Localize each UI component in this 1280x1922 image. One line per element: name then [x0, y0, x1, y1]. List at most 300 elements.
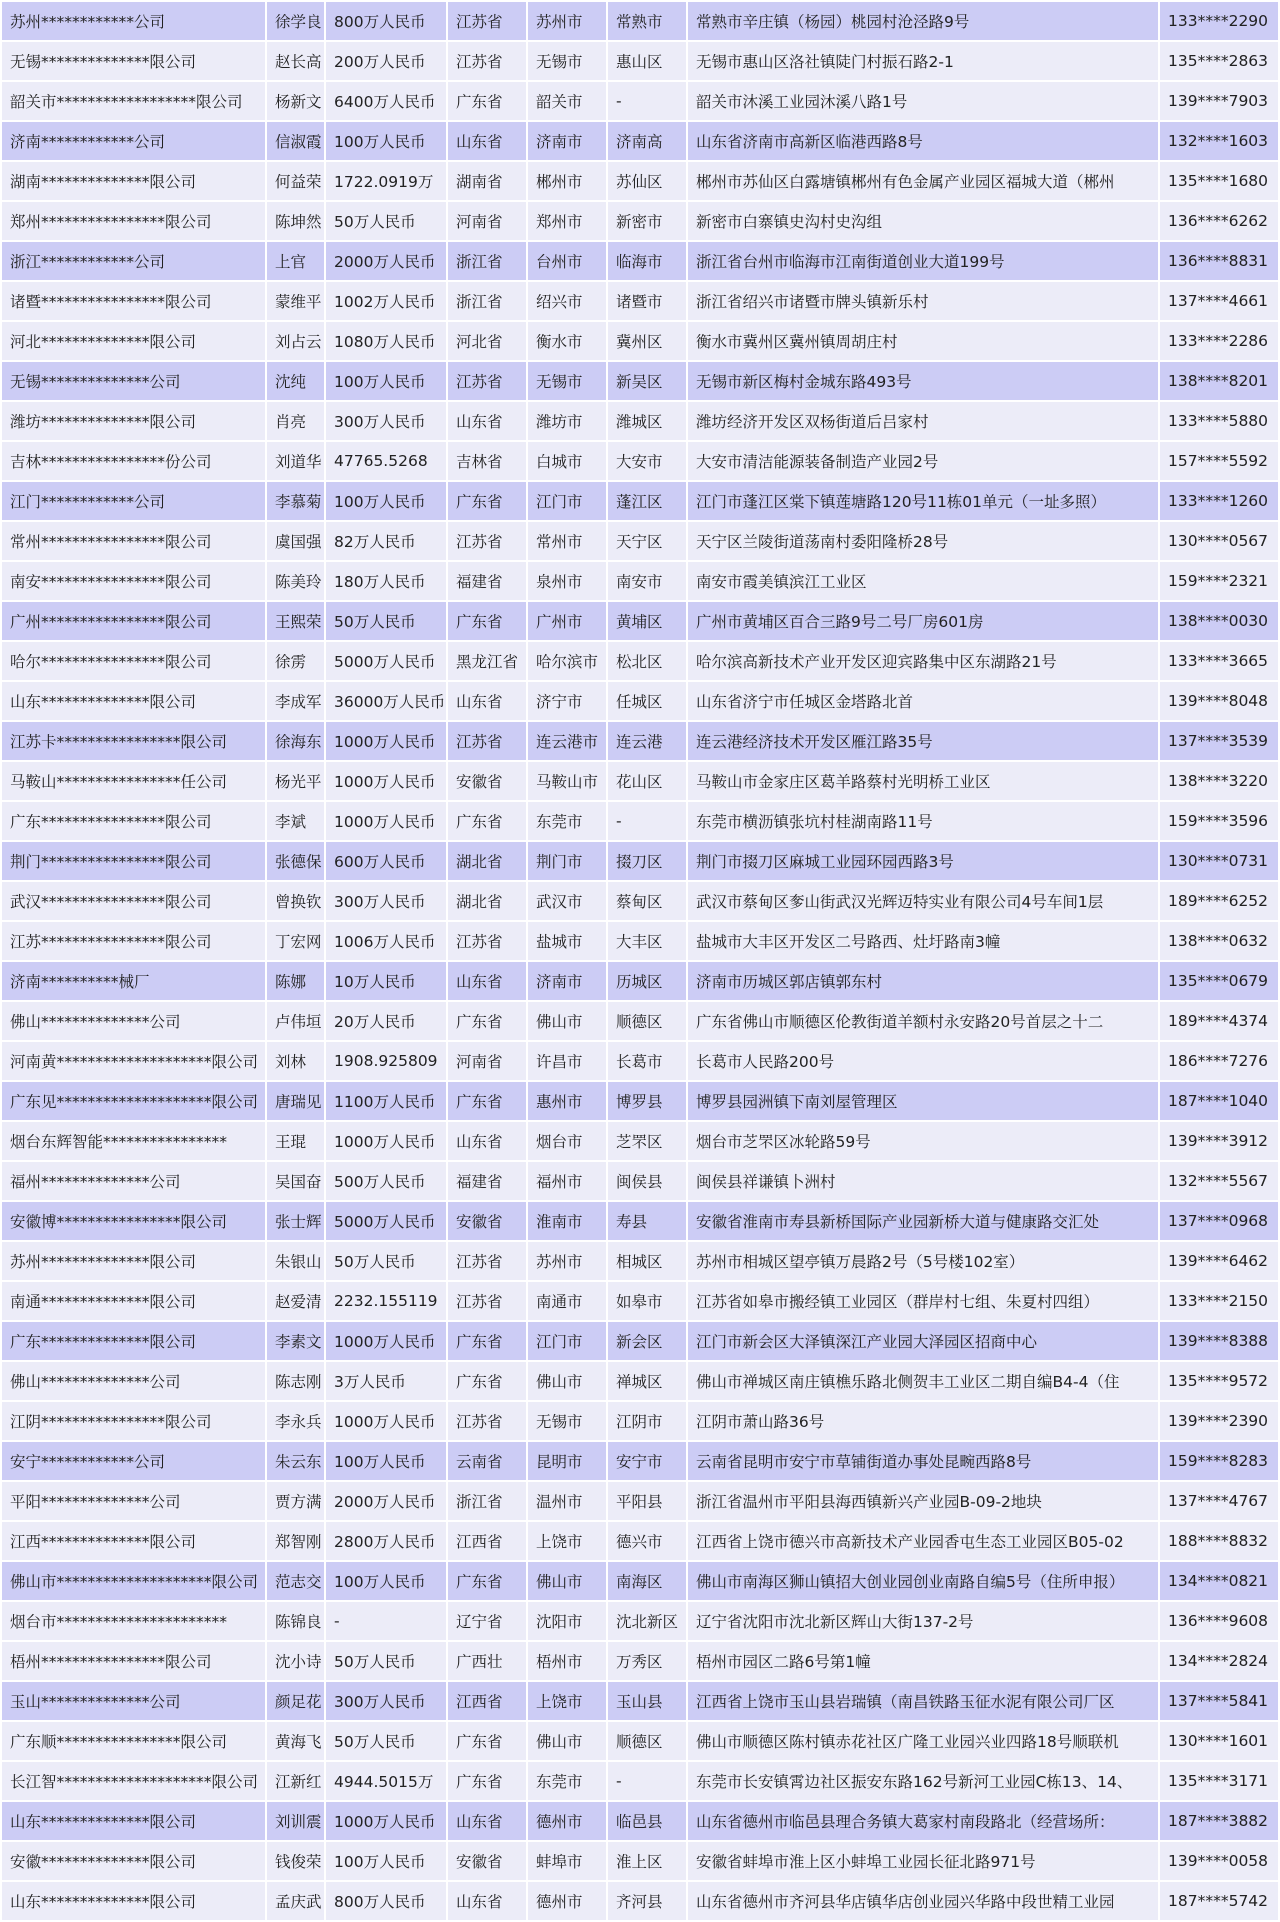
address-cell: 山东省济宁市任城区金塔路北首: [688, 682, 1158, 720]
district-cell: 新密市: [608, 202, 686, 240]
company-name-cell: 无锡**************公司: [2, 362, 265, 400]
address-cell: 江西省上饶市德兴市高新技术产业园香屯生态工业园区B05-02: [688, 1522, 1158, 1560]
address-cell: 东莞市横沥镇张坑村桂湖南路11号: [688, 802, 1158, 840]
company-name-cell: 郑州****************限公司: [2, 202, 265, 240]
company-name-cell: 山东**************限公司: [2, 682, 265, 720]
legal-rep-cell: 刘训震: [267, 1802, 324, 1840]
district-cell: 潍城区: [608, 402, 686, 440]
company-name-cell: 烟台东辉智能****************: [2, 1122, 265, 1160]
address-cell: 潍坊经济开发区双杨街道后吕家村: [688, 402, 1158, 440]
legal-rep-cell: 李永兵: [267, 1402, 324, 1440]
address-cell: 大安市清洁能源装备制造产业园2号: [688, 442, 1158, 480]
city-cell: 马鞍山市: [528, 762, 606, 800]
phone-cell: 159****3596: [1160, 802, 1278, 840]
table-row: [2, 1362, 1278, 1400]
city-cell: 盐城市: [528, 922, 606, 960]
phone-cell: 133****2286: [1160, 322, 1278, 360]
province-cell: 江苏省: [448, 722, 526, 760]
district-cell: 平阳县: [608, 1482, 686, 1520]
legal-rep-cell: 江新红: [267, 1762, 324, 1800]
district-cell: 大丰区: [608, 922, 686, 960]
province-cell: 山东省: [448, 1882, 526, 1920]
legal-rep-cell: 范志交: [267, 1562, 324, 1600]
legal-rep-cell: 虞国强: [267, 522, 324, 560]
province-cell: 山东省: [448, 402, 526, 440]
company-name-cell: 河北**************限公司: [2, 322, 265, 360]
district-cell: -: [608, 1762, 686, 1800]
province-cell: 广东省: [448, 802, 526, 840]
company-name-cell: 无锡**************限公司: [2, 42, 265, 80]
district-cell: 寿县: [608, 1202, 686, 1240]
legal-rep-cell: 上官: [267, 242, 324, 280]
company-name-cell: 江西**************限公司: [2, 1522, 265, 1560]
table-row: [2, 722, 1278, 760]
table-row: [2, 1402, 1278, 1440]
company-name-cell: 玉山**************公司: [2, 1682, 265, 1720]
address-cell: 云南省昆明市安宁市草铺街道办事处昆畹西路8号: [688, 1442, 1158, 1480]
address-cell: 安徽省蚌埠市淮上区小蚌埠工业园长征北路971号: [688, 1842, 1158, 1880]
province-cell: 安徽省: [448, 762, 526, 800]
phone-cell: 139****7903: [1160, 82, 1278, 120]
district-cell: 博罗县: [608, 1082, 686, 1120]
phone-cell: 132****5567: [1160, 1162, 1278, 1200]
address-cell: 浙江省台州市临海市江南街道创业大道199号: [688, 242, 1158, 280]
province-cell: 广东省: [448, 482, 526, 520]
table-row: [2, 202, 1278, 240]
legal-rep-cell: 郑智刚: [267, 1522, 324, 1560]
city-cell: 佛山市: [528, 1722, 606, 1760]
district-cell: 顺德区: [608, 1722, 686, 1760]
registered-capital-cell: 10万人民币: [326, 962, 446, 1000]
province-cell: 河北省: [448, 322, 526, 360]
registered-capital-cell: 50万人民币: [326, 1642, 446, 1680]
table-row: [2, 962, 1278, 1000]
phone-cell: 139****6462: [1160, 1242, 1278, 1280]
registered-capital-cell: 500万人民币: [326, 1162, 446, 1200]
phone-cell: 138****8201: [1160, 362, 1278, 400]
address-cell: 新密市白寨镇史沟村史沟组: [688, 202, 1158, 240]
district-cell: 德兴市: [608, 1522, 686, 1560]
district-cell: 蓬江区: [608, 482, 686, 520]
district-cell: 历城区: [608, 962, 686, 1000]
company-name-cell: 福州**************公司: [2, 1162, 265, 1200]
table-row: [2, 602, 1278, 640]
province-cell: 江苏省: [448, 1402, 526, 1440]
city-cell: 武汉市: [528, 882, 606, 920]
registered-capital-cell: 2232.155119: [326, 1282, 446, 1320]
district-cell: 连云港: [608, 722, 686, 760]
company-name-cell: 广东顺****************限公司: [2, 1722, 265, 1760]
address-cell: 博罗县园洲镇下南刘屋管理区: [688, 1082, 1158, 1120]
city-cell: 江门市: [528, 482, 606, 520]
address-cell: 山东省德州市齐河县华店镇华店创业园兴华路中段世精工业园: [688, 1882, 1158, 1920]
city-cell: 东莞市: [528, 802, 606, 840]
address-cell: 南安市霞美镇滨江工业区: [688, 562, 1158, 600]
district-cell: 如皋市: [608, 1282, 686, 1320]
phone-cell: 188****8832: [1160, 1522, 1278, 1560]
address-cell: 江西省上饶市玉山县岩瑞镇（南昌铁路玉征水泥有限公司厂区: [688, 1682, 1158, 1720]
table-row: [2, 1642, 1278, 1680]
city-cell: 东莞市: [528, 1762, 606, 1800]
address-cell: 武汉市蔡甸区奓山街武汉光辉迈特实业有限公司4号车间1层: [688, 882, 1158, 920]
city-cell: 德州市: [528, 1802, 606, 1840]
company-name-cell: 哈尔****************限公司: [2, 642, 265, 680]
company-name-cell: 济南************公司: [2, 122, 265, 160]
table-row: [2, 442, 1278, 480]
company-name-cell: 江苏卡****************限公司: [2, 722, 265, 760]
province-cell: 广东省: [448, 1722, 526, 1760]
phone-cell: 137****3539: [1160, 722, 1278, 760]
legal-rep-cell: 陈娜: [267, 962, 324, 1000]
legal-rep-cell: 朱云东: [267, 1442, 324, 1480]
table-row: [2, 242, 1278, 280]
legal-rep-cell: 朱银山: [267, 1242, 324, 1280]
legal-rep-cell: 孟庆武: [267, 1882, 324, 1920]
registered-capital-cell: 1000万人民币: [326, 802, 446, 840]
phone-cell: 133****2150: [1160, 1282, 1278, 1320]
address-cell: 东莞市长安镇霄边社区振安东路162号新河工业园C栋13、14、: [688, 1762, 1158, 1800]
registered-capital-cell: 5000万人民币: [326, 642, 446, 680]
address-cell: 浙江省绍兴市诸暨市牌头镇新乐村: [688, 282, 1158, 320]
table-row: [2, 802, 1278, 840]
address-cell: 佛山市顺德区陈村镇赤花社区广隆工业园兴业四路18号顺联机: [688, 1722, 1158, 1760]
registered-capital-cell: 50万人民币: [326, 202, 446, 240]
table-row: [2, 682, 1278, 720]
company-name-cell: 广东**************限公司: [2, 1322, 265, 1360]
address-cell: 山东省德州市临邑县理合务镇大葛家村南段路北（经营场所：: [688, 1802, 1158, 1840]
address-cell: 连云港经济技术开发区雁江路35号: [688, 722, 1158, 760]
registered-capital-cell: 36000万人民币: [326, 682, 446, 720]
city-cell: 上饶市: [528, 1522, 606, 1560]
legal-rep-cell: 徐学良: [267, 2, 324, 40]
registered-capital-cell: 1722.0919万: [326, 162, 446, 200]
legal-rep-cell: 贾方满: [267, 1482, 324, 1520]
table-row: [2, 1162, 1278, 1200]
district-cell: 相城区: [608, 1242, 686, 1280]
table-row: [2, 282, 1278, 320]
registered-capital-cell: 3万人民币: [326, 1362, 446, 1400]
city-cell: 上饶市: [528, 1682, 606, 1720]
legal-rep-cell: 何益荣: [267, 162, 324, 200]
legal-rep-cell: 赵长高: [267, 42, 324, 80]
city-cell: 连云港市: [528, 722, 606, 760]
district-cell: -: [608, 802, 686, 840]
address-cell: 山东省济南市高新区临港西路8号: [688, 122, 1158, 160]
district-cell: 新吴区: [608, 362, 686, 400]
phone-cell: 159****8283: [1160, 1442, 1278, 1480]
province-cell: 吉林省: [448, 442, 526, 480]
city-cell: 梧州市: [528, 1642, 606, 1680]
phone-cell: 135****0679: [1160, 962, 1278, 1000]
table-row: [2, 882, 1278, 920]
legal-rep-cell: 陈坤然: [267, 202, 324, 240]
legal-rep-cell: 张德保: [267, 842, 324, 880]
address-cell: 常熟市辛庄镇（杨园）桃园村沧泾路9号: [688, 2, 1158, 40]
registered-capital-cell: 100万人民币: [326, 1562, 446, 1600]
registered-capital-cell: 1000万人民币: [326, 1322, 446, 1360]
address-cell: 哈尔滨高新技术产业开发区迎宾路集中区东湖路21号: [688, 642, 1158, 680]
district-cell: 淮上区: [608, 1842, 686, 1880]
phone-cell: 135****1680: [1160, 162, 1278, 200]
phone-cell: 139****8048: [1160, 682, 1278, 720]
registered-capital-cell: 1000万人民币: [326, 1122, 446, 1160]
city-cell: 郴州市: [528, 162, 606, 200]
city-cell: 惠州市: [528, 1082, 606, 1120]
district-cell: 南海区: [608, 1562, 686, 1600]
province-cell: 广东省: [448, 1362, 526, 1400]
district-cell: 临海市: [608, 242, 686, 280]
address-cell: 江苏省如皋市搬经镇工业园区（群岸村七组、朱夏村四组）: [688, 1282, 1158, 1320]
address-cell: 安徽省淮南市寿县新桥国际产业园新桥大道与健康路交汇处: [688, 1202, 1158, 1240]
registered-capital-cell: 300万人民币: [326, 1682, 446, 1720]
district-cell: 新会区: [608, 1322, 686, 1360]
registered-capital-cell: 1002万人民币: [326, 282, 446, 320]
phone-cell: 189****6252: [1160, 882, 1278, 920]
address-cell: 无锡市新区梅村金城东路493号: [688, 362, 1158, 400]
city-cell: 济宁市: [528, 682, 606, 720]
address-cell: 江阴市萧山路36号: [688, 1402, 1158, 1440]
legal-rep-cell: 丁宏网: [267, 922, 324, 960]
registered-capital-cell: 4944.5015万: [326, 1762, 446, 1800]
table-row: [2, 1042, 1278, 1080]
phone-cell: 139****0058: [1160, 1842, 1278, 1880]
table-row: [2, 1322, 1278, 1360]
phone-cell: 134****2824: [1160, 1642, 1278, 1680]
address-cell: 广东省佛山市顺德区伦教街道羊额村永安路20号首层之十二: [688, 1002, 1158, 1040]
province-cell: 山东省: [448, 1122, 526, 1160]
table-row: [2, 1562, 1278, 1600]
phone-cell: 136****6262: [1160, 202, 1278, 240]
district-cell: 安宁市: [608, 1442, 686, 1480]
city-cell: 韶关市: [528, 82, 606, 120]
phone-cell: 138****0030: [1160, 602, 1278, 640]
district-cell: 苏仙区: [608, 162, 686, 200]
table-row: [2, 122, 1278, 160]
phone-cell: 139****3912: [1160, 1122, 1278, 1160]
district-cell: 齐河县: [608, 1882, 686, 1920]
legal-rep-cell: 颜足花: [267, 1682, 324, 1720]
phone-cell: 135****2863: [1160, 42, 1278, 80]
phone-cell: 130****0731: [1160, 842, 1278, 880]
province-cell: 湖南省: [448, 162, 526, 200]
company-name-cell: 平阳**************公司: [2, 1482, 265, 1520]
city-cell: 无锡市: [528, 362, 606, 400]
city-cell: 潍坊市: [528, 402, 606, 440]
province-cell: 福建省: [448, 562, 526, 600]
table-row: [2, 1482, 1278, 1520]
address-cell: 荆门市掇刀区麻城工业园环园西路3号: [688, 842, 1158, 880]
company-name-cell: 江苏****************限公司: [2, 922, 265, 960]
district-cell: 长葛市: [608, 1042, 686, 1080]
phone-cell: 157****5592: [1160, 442, 1278, 480]
table-row: [2, 362, 1278, 400]
registered-capital-cell: 600万人民币: [326, 842, 446, 880]
city-cell: 沈阳市: [528, 1602, 606, 1640]
city-cell: 台州市: [528, 242, 606, 280]
table-row: [2, 522, 1278, 560]
province-cell: 河南省: [448, 1042, 526, 1080]
registered-capital-cell: 1080万人民币: [326, 322, 446, 360]
table-row: [2, 402, 1278, 440]
legal-rep-cell: 蒙维平: [267, 282, 324, 320]
registered-capital-cell: 1000万人民币: [326, 1402, 446, 1440]
province-cell: 广东省: [448, 1562, 526, 1600]
city-cell: 佛山市: [528, 1002, 606, 1040]
registered-capital-cell: 300万人民币: [326, 402, 446, 440]
address-cell: 无锡市惠山区洛社镇陡门村振石路2-1: [688, 42, 1158, 80]
registered-capital-cell: 100万人民币: [326, 362, 446, 400]
legal-rep-cell: 卢伟垣: [267, 1002, 324, 1040]
registered-capital-cell: 1000万人民币: [326, 1802, 446, 1840]
company-name-cell: 安徽**************限公司: [2, 1842, 265, 1880]
legal-rep-cell: 肖亮: [267, 402, 324, 440]
legal-rep-cell: 刘林: [267, 1042, 324, 1080]
phone-cell: 187****1040: [1160, 1082, 1278, 1120]
province-cell: 湖北省: [448, 842, 526, 880]
company-name-cell: 南安****************限公司: [2, 562, 265, 600]
province-cell: 安徽省: [448, 1202, 526, 1240]
district-cell: 禅城区: [608, 1362, 686, 1400]
phone-cell: 137****4767: [1160, 1482, 1278, 1520]
city-cell: 郑州市: [528, 202, 606, 240]
registered-capital-cell: 100万人民币: [326, 1442, 446, 1480]
province-cell: 湖北省: [448, 882, 526, 920]
district-cell: 常熟市: [608, 2, 686, 40]
legal-rep-cell: 唐瑞见: [267, 1082, 324, 1120]
legal-rep-cell: 杨光平: [267, 762, 324, 800]
legal-rep-cell: 王琨: [267, 1122, 324, 1160]
province-cell: 江西省: [448, 1522, 526, 1560]
registered-capital-cell: 1006万人民币: [326, 922, 446, 960]
table-row: [2, 482, 1278, 520]
province-cell: 江苏省: [448, 1282, 526, 1320]
province-cell: 广东省: [448, 82, 526, 120]
legal-rep-cell: 陈锦良: [267, 1602, 324, 1640]
legal-rep-cell: 曾换钦: [267, 882, 324, 920]
legal-rep-cell: 王熙荣: [267, 602, 324, 640]
legal-rep-cell: 张士辉: [267, 1202, 324, 1240]
city-cell: 济南市: [528, 122, 606, 160]
registered-capital-cell: 2000万人民币: [326, 1482, 446, 1520]
province-cell: 江苏省: [448, 2, 526, 40]
company-name-cell: 江阴****************限公司: [2, 1402, 265, 1440]
table-row: [2, 1762, 1278, 1800]
district-cell: 顺德区: [608, 1002, 686, 1040]
address-cell: 辽宁省沈阳市沈北新区辉山大街137-2号: [688, 1602, 1158, 1640]
city-cell: 泉州市: [528, 562, 606, 600]
phone-cell: 137****5841: [1160, 1682, 1278, 1720]
address-cell: 苏州市相城区望亭镇万晨路2号（5号楼102室）: [688, 1242, 1158, 1280]
city-cell: 荆门市: [528, 842, 606, 880]
table-row: [2, 922, 1278, 960]
province-cell: 广东省: [448, 1082, 526, 1120]
registered-capital-cell: 47765.5268: [326, 442, 446, 480]
district-cell: 江阴市: [608, 1402, 686, 1440]
address-cell: 盐城市大丰区开发区二号路西、灶圩路南3幢: [688, 922, 1158, 960]
company-name-cell: 苏州************公司: [2, 2, 265, 40]
company-name-cell: 广东****************限公司: [2, 802, 265, 840]
address-cell: 江门市新会区大泽镇深江产业园大泽园区招商中心: [688, 1322, 1158, 1360]
phone-cell: 134****0821: [1160, 1562, 1278, 1600]
city-cell: 哈尔滨市: [528, 642, 606, 680]
company-name-cell: 广州****************限公司: [2, 602, 265, 640]
city-cell: 昆明市: [528, 1442, 606, 1480]
table-row: [2, 42, 1278, 80]
company-name-cell: 济南**********械厂: [2, 962, 265, 1000]
registered-capital-cell: 800万人民币: [326, 1882, 446, 1920]
registered-capital-cell: 180万人民币: [326, 562, 446, 600]
district-cell: 万秀区: [608, 1642, 686, 1680]
company-name-cell: 湖南**************限公司: [2, 162, 265, 200]
province-cell: 广东省: [448, 1322, 526, 1360]
legal-rep-cell: 信淑霞: [267, 122, 324, 160]
company-name-cell: 佛山**************公司: [2, 1002, 265, 1040]
city-cell: 佛山市: [528, 1362, 606, 1400]
city-cell: 佛山市: [528, 1562, 606, 1600]
legal-rep-cell: 刘占云: [267, 322, 324, 360]
district-cell: 蔡甸区: [608, 882, 686, 920]
district-cell: 冀州区: [608, 322, 686, 360]
address-cell: 江门市蓬江区棠下镇莲塘路120号11栋01单元（一址多照）: [688, 482, 1158, 520]
registered-capital-cell: 2800万人民币: [326, 1522, 446, 1560]
registered-capital-cell: 6400万人民币: [326, 82, 446, 120]
company-name-cell: 江门************公司: [2, 482, 265, 520]
city-cell: 德州市: [528, 1882, 606, 1920]
address-cell: 韶关市沐溪工业园沐溪八路1号: [688, 82, 1158, 120]
company-name-cell: 佛山**************公司: [2, 1362, 265, 1400]
district-cell: 天宁区: [608, 522, 686, 560]
address-cell: 浙江省温州市平阳县海西镇新兴产业园B-09-2地块: [688, 1482, 1158, 1520]
province-cell: 广东省: [448, 1002, 526, 1040]
phone-cell: 187****5742: [1160, 1882, 1278, 1920]
registered-capital-cell: 50万人民币: [326, 1722, 446, 1760]
table-row: [2, 1122, 1278, 1160]
legal-rep-cell: 徐海东: [267, 722, 324, 760]
province-cell: 广西壮: [448, 1642, 526, 1680]
district-cell: 黄埔区: [608, 602, 686, 640]
address-cell: 广州市黄埔区百合三路9号二号厂房601房: [688, 602, 1158, 640]
province-cell: 山东省: [448, 122, 526, 160]
phone-cell: 159****2321: [1160, 562, 1278, 600]
district-cell: 玉山县: [608, 1682, 686, 1720]
district-cell: 花山区: [608, 762, 686, 800]
district-cell: 沈北新区: [608, 1602, 686, 1640]
city-cell: 无锡市: [528, 42, 606, 80]
legal-rep-cell: 刘道华: [267, 442, 324, 480]
city-cell: 温州市: [528, 1482, 606, 1520]
city-cell: 南通市: [528, 1282, 606, 1320]
company-name-cell: 常州****************限公司: [2, 522, 265, 560]
phone-cell: 189****4374: [1160, 1002, 1278, 1040]
address-cell: 郴州市苏仙区白露塘镇郴州有色金属产业园区福城大道（郴州: [688, 162, 1158, 200]
legal-rep-cell: 李慕菊: [267, 482, 324, 520]
legal-rep-cell: 李成军: [267, 682, 324, 720]
province-cell: 广东省: [448, 602, 526, 640]
city-cell: 苏州市: [528, 1242, 606, 1280]
province-cell: 黑龙江省: [448, 642, 526, 680]
address-cell: 梧州市园区二路6号第1幢: [688, 1642, 1158, 1680]
address-cell: 济南市历城区郭店镇郭东村: [688, 962, 1158, 1000]
table-row: [2, 1282, 1278, 1320]
table-row: [2, 1442, 1278, 1480]
district-cell: 惠山区: [608, 42, 686, 80]
table-row: [2, 162, 1278, 200]
province-cell: 江苏省: [448, 522, 526, 560]
legal-rep-cell: 黄海飞: [267, 1722, 324, 1760]
company-name-cell: 河南黄********************限公司: [2, 1042, 265, 1080]
phone-cell: 138****0632: [1160, 922, 1278, 960]
phone-cell: 135****3171: [1160, 1762, 1278, 1800]
